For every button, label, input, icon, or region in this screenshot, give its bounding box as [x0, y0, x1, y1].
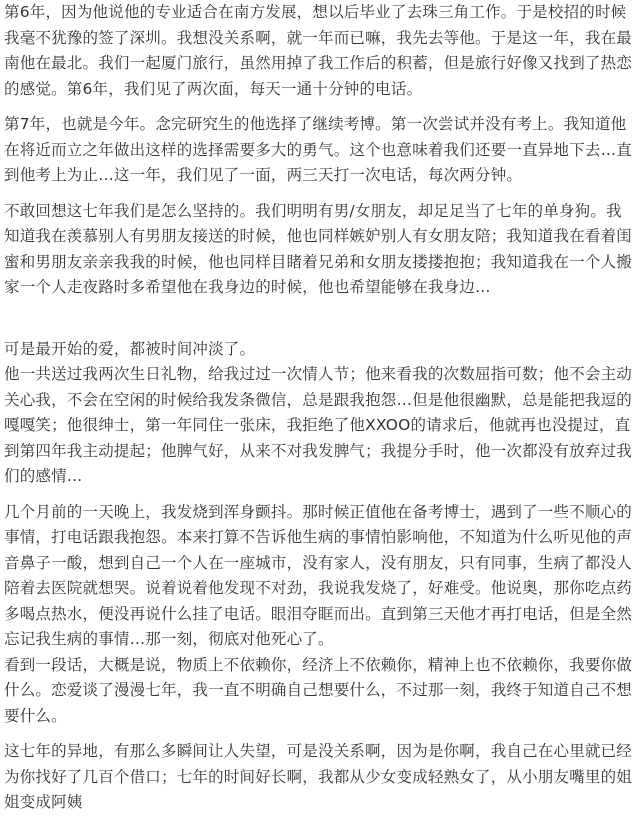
- paragraph-quote: 看到一段话，大概是说，物质上不依赖你，经济上不依赖你，精神上也不依赖你，我要你做什么。恋爱谈了漫漫七年，我一直不明确自己想要什么，不过那一刻，我终于知道自己不想要什么。: [4, 655, 633, 725]
- paragraph-gap: [4, 102, 636, 112]
- section-gap: [4, 301, 636, 337]
- paragraph-gap: [4, 189, 636, 199]
- paragraph-long-distance: 这七年的异地，有那么多瞬间让人失望，可是没关系啊，因为是你啊，我自己在心里就已经为你找好了几百个借口；七年的时间好长啊，我都从少女变成轻熟女了，从小朋友嘴里的姐姐变成阿姨: [4, 742, 633, 811]
- article-body: [4, 0, 636, 816]
- paragraph-fever: 几个月前的一天晚上，我发烧到浑身颤抖。那时候正值他在备考博士，遇到了一些不顺心的事情，打电话跟我抱怨。本来打算不告诉他生病的事情怕影响他，不知道为什么听见他的声音鼻子一酸，想到自己一个人在一座城市，没有家人，没有朋友，只有同事，生病了都没人陪着去医院就想哭。说着说着他发现不对劲，我说我发烧了，好难受。他说奥，那你吃点药多喝点热水，便没再说什么挂了电话。眼泪夺眶而出。直到第三天他才再打电话，但是全然忘记我生病的事情…那一刻，彻底对他死心了。: [4, 502, 633, 648]
- paragraph-gifts: 他一共送过我两次生日礼物，给我过过一次情人节；他来看我的次数屈指可数；他不会主动关心我，不会在空闲的时候给我发条微信，总是跟我抱怨…但是他很幽默，总是能把我逗的嘎嘎笑；他很绅士，第一年同住一张床，我拒绝了他XXOO的请求后，他就再也没提过，直到第四年我主动提起；他脾气好，从来不对我发脾气；我提分手时，他一次都没有放弃过我们的感情…: [4, 365, 633, 485]
- paragraph-love-faded: 可是最开始的爱，都被时间冲淡了。: [4, 339, 256, 358]
- paragraph-gap: [4, 729, 636, 739]
- paragraph-seven-years: 不敢回想这七年我们是怎么坚持的。我们明明有男/女朋友，却足足当了七年的单身狗。我知道我在羡慕别人有男朋友接送的时候，他也同样嫉妒别人有女朋友陪；我知道我在看着闺蜜和男朋友亲亲我我的时候，他也同样目睹着兄弟和女朋友搂搂抱抱；我知道我在一个人搬家一个人走夜路时多希望他在我身边的时候，他也希望能够在我身边…: [4, 201, 633, 296]
- paragraph-year-7: 第7年，也就是今年。念完研究生的他选择了继续考博。第一次尝试并没有考上。我知道他在将近而立之年做出这样的选择需要多大的勇气。这个也意味着我们还要一直异地下去…直到他考上为止…这一年，我们见了一面，两三天打一次电话，每次两分钟。: [4, 115, 633, 184]
- paragraph-gap: [4, 490, 636, 500]
- paragraph-year-6: 第6年，因为他说他的专业适合在南方发展，想以后毕业了去珠三角工作。于是校招的时候我毫不犹豫的签了深圳。我想没关系啊，就一年而已嘛，我先去等他。于是这一年，我在最南他在最北。我们一起厦门旅行，虽然用掉了我工作后的积蓄，但是旅行好像又找到了热恋的感觉。第6年，我们见了两次面，每天一通十分钟的电话。: [4, 3, 633, 98]
